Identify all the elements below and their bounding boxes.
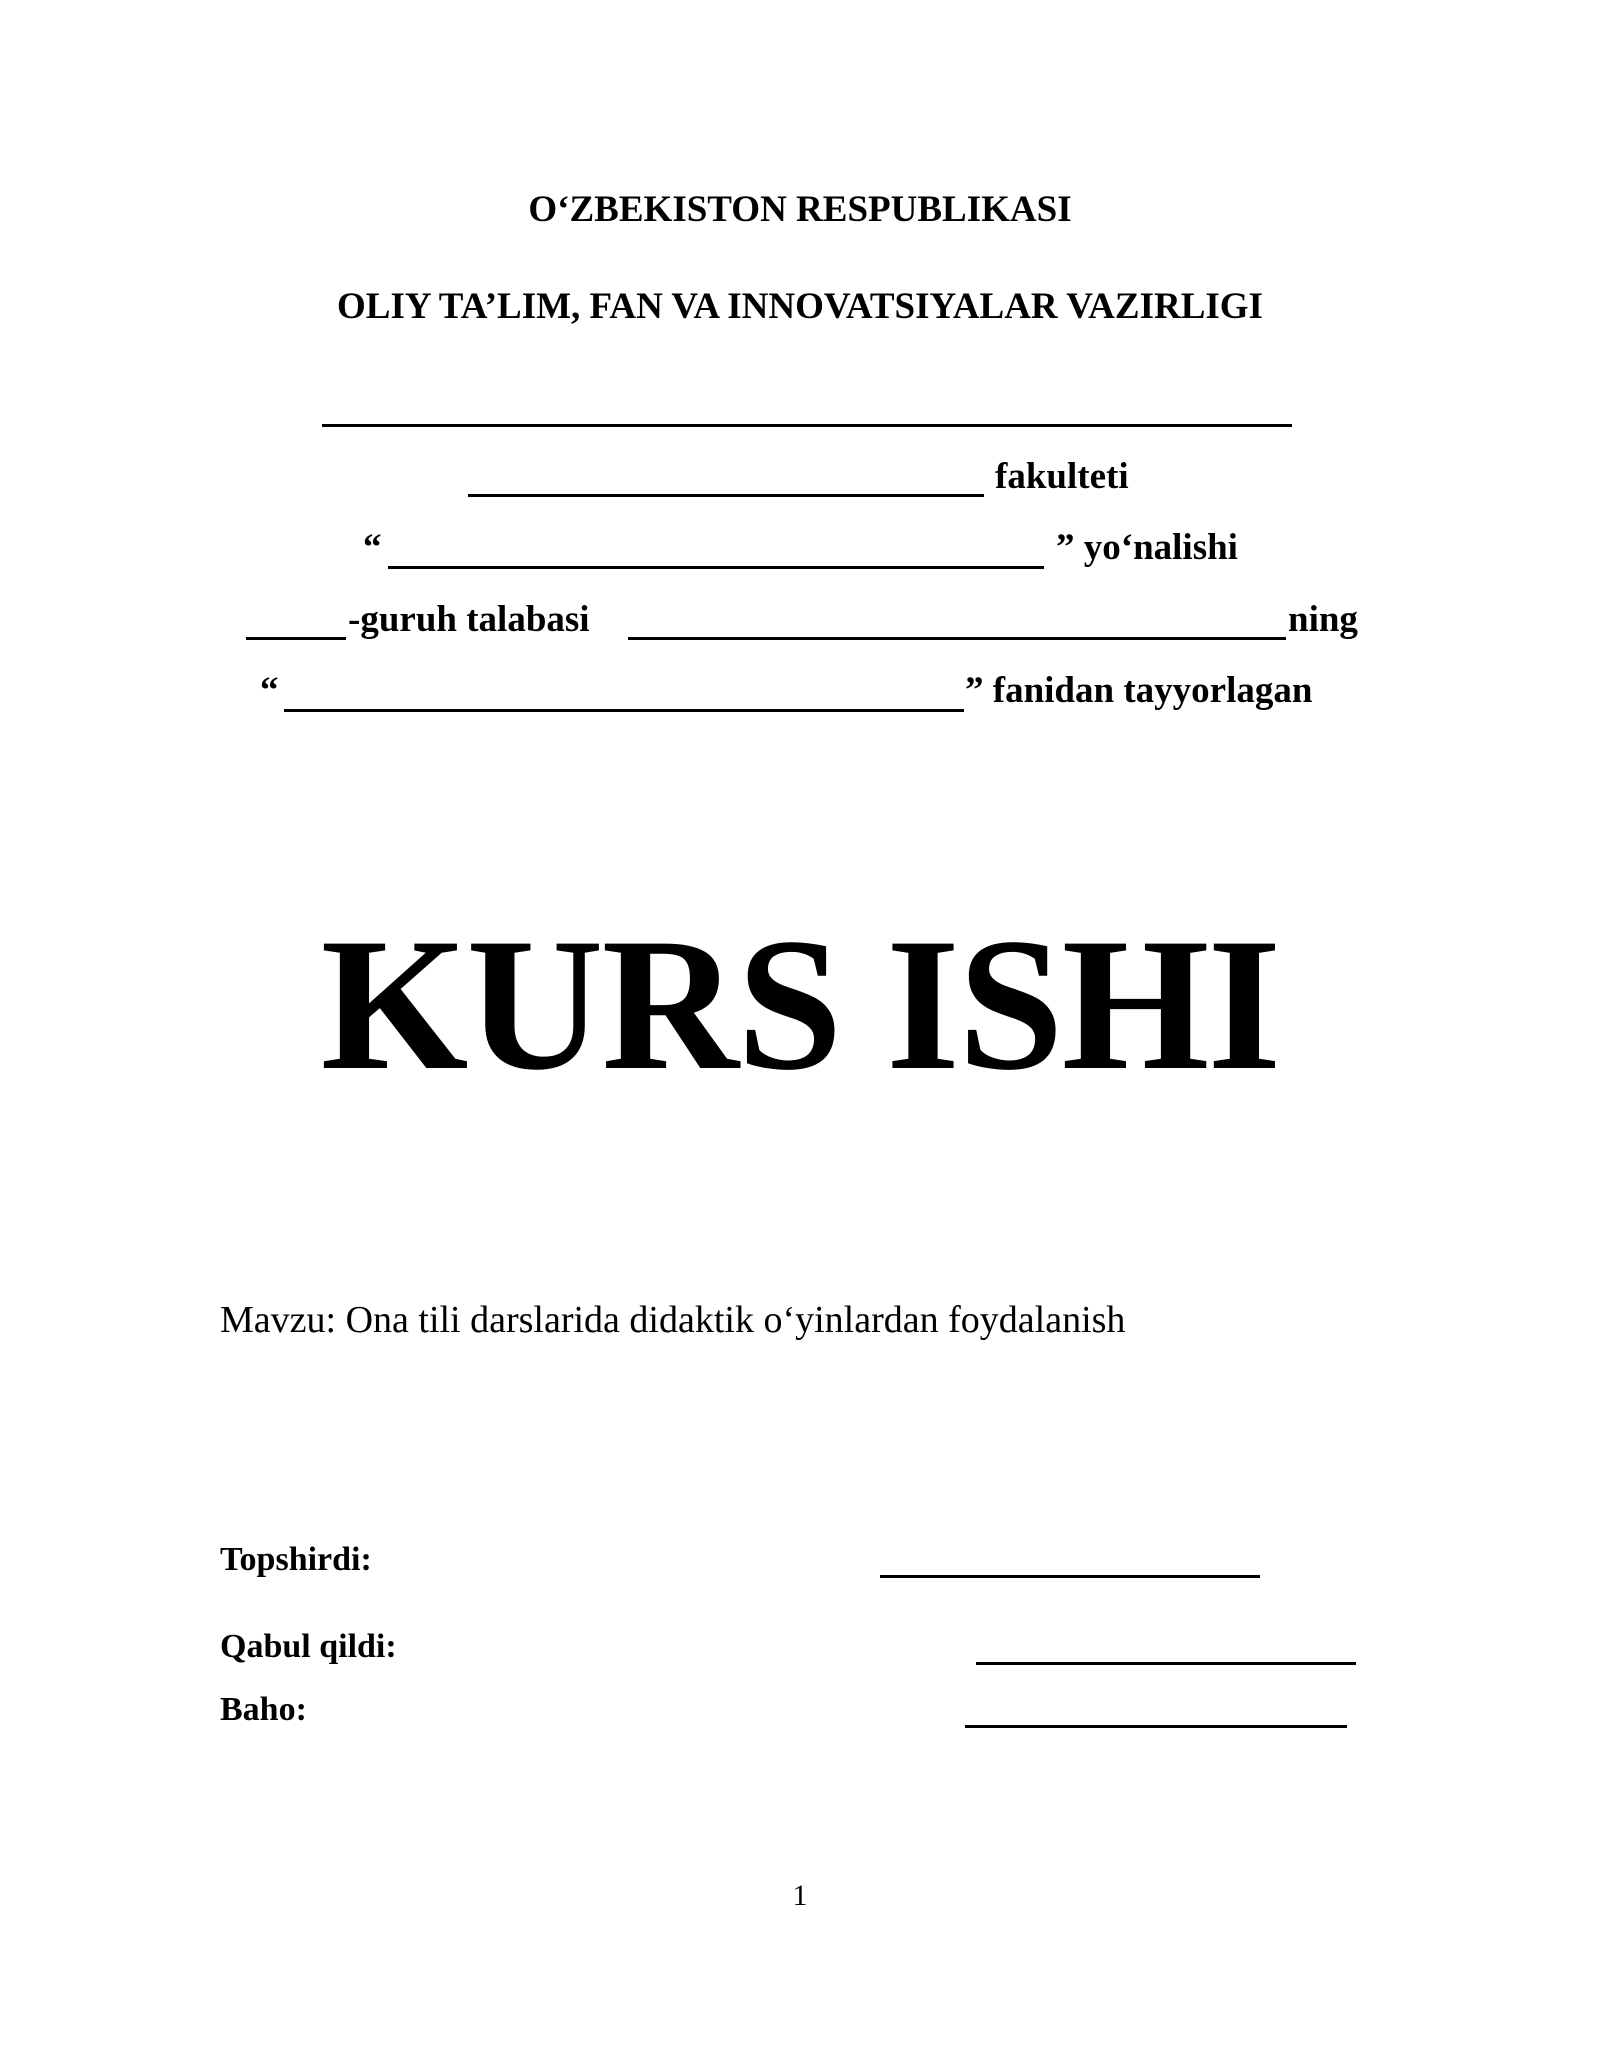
- country-heading: O‘ZBEKISTON RESPUBLIKASI: [528, 189, 1072, 230]
- faculty-suffix: fakulteti: [995, 456, 1129, 497]
- document-title: KURS ISHI: [320, 900, 1280, 1110]
- ministry-heading: OLIY TA’LIM, FAN VA INNOVATSIYALAR VAZIRLIGI: [337, 286, 1263, 327]
- grade-blank-line: [965, 1725, 1347, 1728]
- accepted-label: Qabul qildi:: [220, 1628, 397, 1665]
- submitted-blank-line: [880, 1575, 1260, 1578]
- group-suffix: -guruh talabasi: [348, 599, 590, 640]
- page-number: 1: [792, 1879, 808, 1912]
- direction-blank-line: [388, 566, 1044, 569]
- subject-blank-line: [284, 709, 964, 712]
- faculty-blank-line: [468, 494, 984, 497]
- group-number-blank-line: [246, 637, 346, 640]
- student-suffix: ning: [1288, 599, 1358, 640]
- accepted-blank-line: [976, 1662, 1356, 1665]
- direction-open-quote: “: [363, 527, 382, 568]
- grade-label: Baho:: [220, 1691, 307, 1728]
- topic-line: Mavzu: Ona tili darslarida didaktik o‘yinlardan foydalanish: [220, 1299, 1126, 1341]
- student-name-blank-line: [628, 637, 1286, 640]
- subject-open-quote: “: [260, 670, 279, 711]
- subject-suffix: ” fanidan tayyorlagan: [965, 670, 1313, 711]
- university-blank-line: [322, 424, 1292, 427]
- direction-suffix: ” yo‘nalishi: [1056, 527, 1238, 568]
- submitted-label: Topshirdi:: [220, 1541, 372, 1578]
